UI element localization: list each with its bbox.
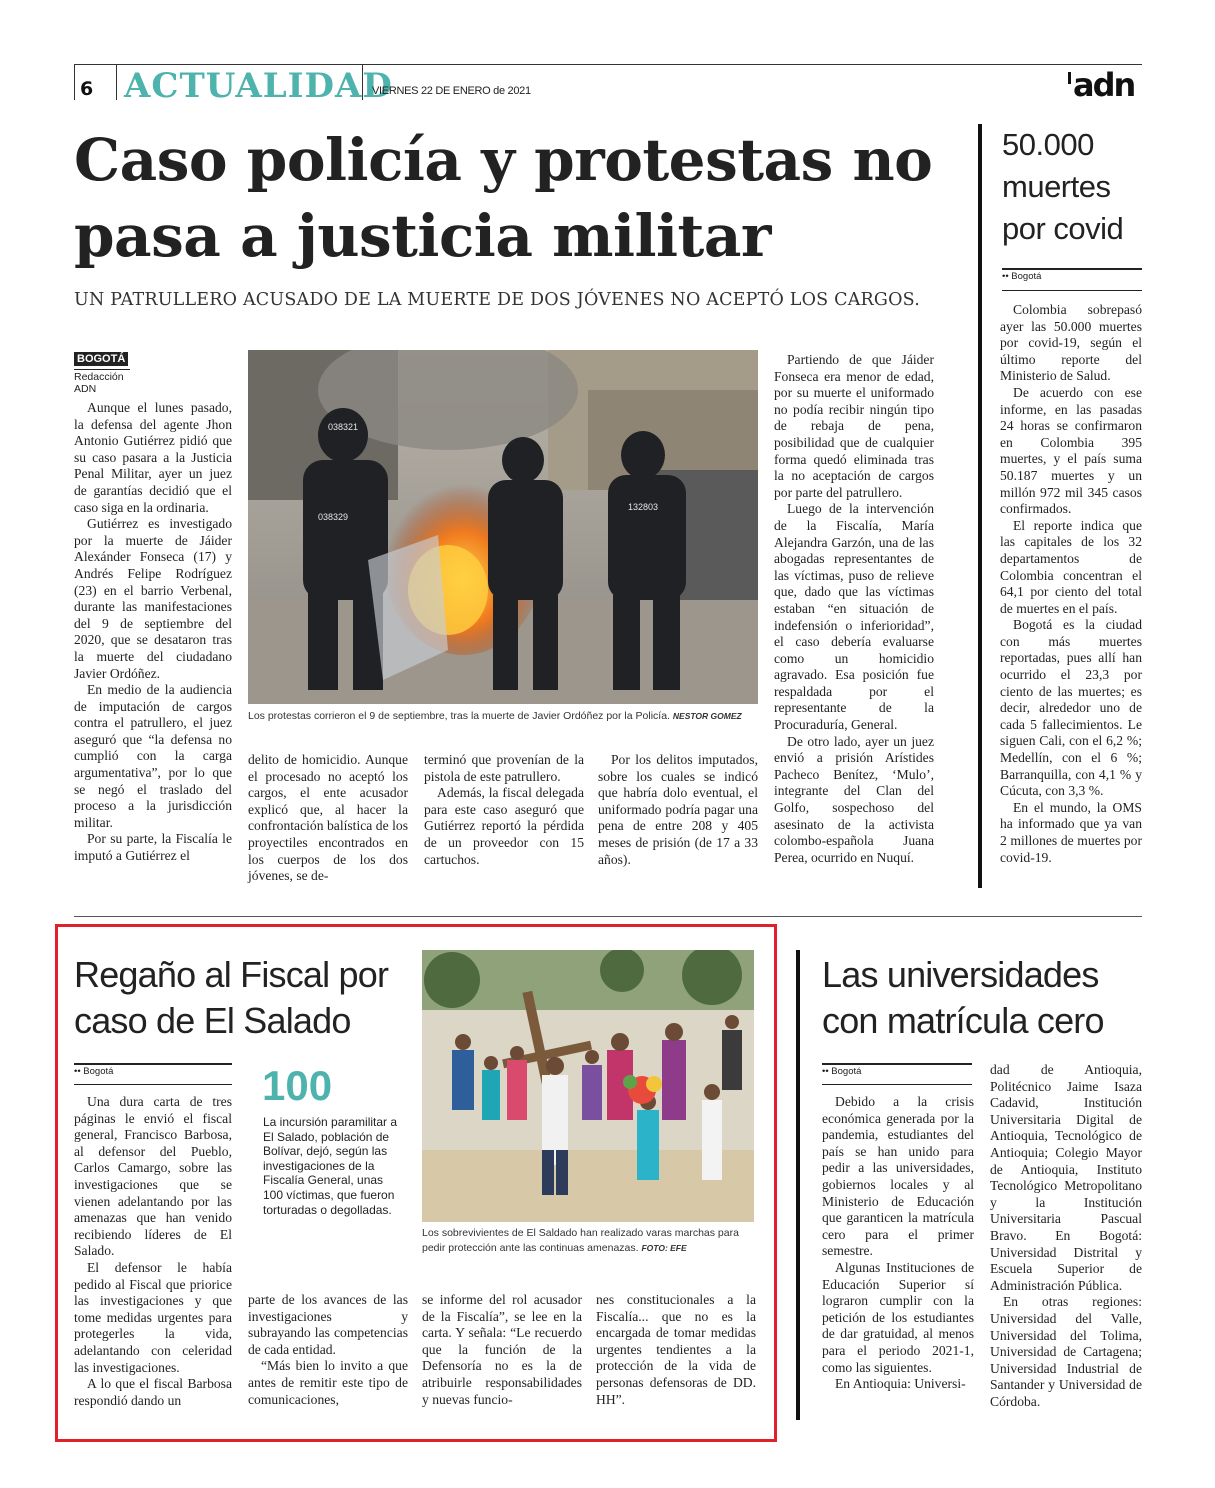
paragraph: Luego de la intervención de la Fiscalía, María Alejandra Garzón, una de las abogadas representantes de las víctimas, puso de relieve que, dado que las víctimas estaban “en situación de indefensión o inferioridad”, el caso debería evaluarse como un homicidio agravado. Esa posición fue respaldada por el representante de la Procuraduría, General. — [774, 501, 934, 733]
fiscal-column-3 — [422, 1292, 582, 1408]
caption-text: Los protestas corrieron el 9 de septiembre, tras la muerte de Javier Ordóñez por la Policía. — [248, 710, 670, 722]
paragraph: dad de Antioquia, Politécnico Jaime Isaza Cadavid, Institución Universitaria Digital de Antioquia, Tecnológico de Antioquia; Colegio Mayor de Antioquia, Instituto Tecnológico Metropolitano y la Institución Universitaria Pascual Bravo. En Bogotá: Universidad Distrital y Escuela Superior de Administración Pública. — [990, 1062, 1142, 1293]
location: Bogotá — [1011, 271, 1042, 282]
main-subheadline: UN PATRULLERO ACUSADO DE LA MUERTE DE DOS JÓVENES NO ACEPTÓ LOS CARGOS. — [74, 290, 920, 310]
paragraph: De acuerdo con ese informe, en las pasadas 24 horas se confirmaron en Colombia 395 muertes, y el país suma 50.187 muertes y un millón 972 mil 345 casos confirmados. — [1000, 384, 1142, 517]
paragraph: En Antioquia: Universi- — [835, 1376, 966, 1392]
paragraph: terminó que provenían de la pistola de este patrullero. — [424, 752, 584, 784]
byline: Redacción ADN — [74, 369, 130, 395]
paragraph: Debido a la crisis económica generada por la pandemia, estudiantes del país se han unido para pedir a las universidades, gobiernos locales y al Ministerio de Educación que garanticen la matrícula cero para el primer semestre. — [822, 1094, 974, 1259]
location: Bogotá — [83, 1066, 114, 1077]
header-divider — [116, 64, 117, 100]
paragraph: Colombia sobrepasó ayer las 50.000 muertes por covid-19, según el último reporte del Ministerio de Salud. — [1000, 302, 1142, 384]
sidebar-body — [1000, 302, 1142, 866]
adn-logo: adn — [1073, 66, 1135, 104]
main-column-2 — [248, 752, 408, 885]
header-divider — [74, 64, 75, 100]
logo-mark — [1068, 72, 1071, 84]
universidades-column-1 — [822, 1094, 974, 1393]
fiscal-location-tag: •• Bogotá — [74, 1063, 232, 1077]
paragraph: El reporte indica que las capitales de los 32 departamentos de Colombia concentran el 64,1 por ciento del total de muertes en el país. — [1000, 517, 1142, 616]
main-column-4 — [598, 752, 758, 868]
paragraph: se informe del rol acusador de la Fiscalía”, se lee en la carta. Y señala: “Le recuerdo que la función de la Defensoría no es la de atribuirle responsabilidades y nuevas funcio- — [422, 1292, 582, 1407]
el-salado-march-photo — [422, 950, 754, 1222]
universidades-location-tag: •• Bogotá — [822, 1063, 972, 1077]
sidebar-location-tag: •• Bogotá — [1002, 268, 1142, 282]
paragraph: En el mundo, la OMS ha informado que ya van 2 millones de muertes por covid-19. — [1000, 799, 1142, 865]
paragraph: “Más bien lo invito a que antes de remitir este tipo de comunicaciones, — [248, 1358, 408, 1407]
main-headline: Caso policía y protestas no pasa a justicia militar — [74, 126, 933, 270]
paragraph: nes constitucionales a la Fiscalía... que no es la encargada de tomar medidas urgentes tendientes a la protección de la vida de personas defensoras de DD. HH”. — [596, 1292, 756, 1407]
paragraph: En medio de la audiencia de imputación de cargos contra el patrullero, el juez aseguró que “la defensa no cumplió con la carga argumentativa”, por lo que se negó el traslado del proceso a la jurisdicción militar. — [74, 682, 232, 830]
universidades-column-2 — [990, 1062, 1142, 1410]
location: Bogotá — [831, 1066, 862, 1077]
main-column-1 — [74, 400, 232, 865]
paragraph: Por los delitos imputados, sobre los cuales se indicó que habría dolo eventual, el uniformado podría pagar una pena de entre 208 y 405 meses de prisión (de 17 a 33 años). — [598, 752, 758, 867]
fiscal-column-2 — [248, 1292, 408, 1408]
tag-rule — [1002, 290, 1142, 291]
tag-rule — [822, 1084, 972, 1085]
photo-credit: NESTOR GOMEZ — [672, 711, 742, 721]
caption-text: Los sobrevivientes de El Saldado han realizado varas marchas para pedir protección ante las continuas amenazas. — [422, 1227, 739, 1254]
fiscal-column-1 — [74, 1094, 232, 1409]
paragraph: Por su parte, la Fiscalía le imputó a Gutiérrez el — [74, 831, 232, 864]
photo-caption — [248, 710, 758, 722]
highlight-note: La incursión paramilitar a El Salado, población de Bolívar, dejó, según las investigaciones de la Fiscalía General, unas 100 víctimas, que fueron torturadas o degolladas. — [263, 1115, 398, 1217]
photo-credit: FOTO: EFE — [641, 1243, 687, 1253]
section-divider — [74, 916, 1142, 917]
universidades-headline: Las universidades con matrícula cero — [822, 954, 1104, 1041]
highlight-number: 100 — [262, 1062, 333, 1109]
riot-police-photo — [248, 350, 758, 704]
section-title: ACTUALIDAD — [124, 66, 393, 106]
paragraph: De otro lado, ayer un juez envió a prisión Arístides Pacheco Benítez, ‘Mulo’, integrante del Clan del Golfo, sospechoso del asesinato de la activista colombo-española Juana Perea, ocurrido en Nuquí. — [774, 733, 934, 865]
dateline: BOGOTÁ — [74, 352, 128, 366]
paragraph: parte de los avances de las investigaciones y subrayando las competencias de cada entidad. — [248, 1292, 408, 1357]
paragraph: Partiendo de que Jáider Fonseca era menor de edad, por su muerte el uniformado no podía recibir ningún tipo de rebaja de pena, posibilidad que de cualquier forma quedó eliminada tras la no aceptación de cargos por parte del patrullero. — [774, 352, 934, 500]
sidebar-headline: 50.000 muertes por covid — [1002, 127, 1124, 246]
photo-caption — [422, 1226, 754, 1256]
paragraph: delito de homicidio. Aunque el procesado no aceptó los cargos, el ente acusador explicó que, al hacer la confrontación balística de los proyectiles encontrados en los cuerpos de los dos jóvenes, se de- — [248, 752, 408, 884]
tag-rule — [74, 1084, 232, 1085]
paragraph: Algunas Instituciones de Educación Superior sí lograron cumplir con la petición de los estudiantes de dar gratuidad, al menos para el periodo 2021-1, como las siguientes. — [822, 1259, 974, 1375]
paragraph: Bogotá es la ciudad con más muertes reportadas, pues allí han ocurrido el 23,3 por ciento de las muertes; es decir, alrededor uno de cada 5 fallecimientos. Le siguen Cali, con el 6,2 %; Medellín, con el 6 %; Barranquilla, con 4,1 % y Cúcuta, con 3,3 %. — [1000, 617, 1142, 799]
main-column-3 — [424, 752, 584, 868]
svg-text:132803: 132803 — [628, 502, 659, 512]
paragraph: Gutiérrez es investigado por la muerte de Jáider Alexánder Fonseca (17) y Andrés Felipe Rodríguez (23) en el barrio Verbenal, durante las manifestaciones del 9 de septiembre del 2020, que se desataron tras la muerte del ciudadano Javier Ordóñez. — [74, 516, 232, 681]
fiscal-column-4 — [596, 1292, 756, 1408]
page-number: 6 — [80, 78, 94, 100]
sidebar-rule — [978, 124, 982, 888]
paragraph: A lo que el fiscal Barbosa respondió dando un — [74, 1376, 232, 1408]
story-rule — [796, 950, 800, 1420]
paragraph: En otras regiones: Universidad del Valle, Universidad del Tolima, Universidad de Cartagena; Universidad Industrial de Santander y Universidad de Córdoba. — [990, 1294, 1142, 1409]
fiscal-headline: Regaño al Fiscal por caso de El Salado — [74, 954, 389, 1041]
paragraph: Una dura carta de tres páginas le envió el fiscal general, Francisco Barbosa, al defensor del Pueblo, Carlos Camargo, sobre las investigaciones que se vienen adelantando por las amenazas que han venido recibiendo líderes de El Salado. — [74, 1094, 232, 1259]
svg-text:038329: 038329 — [318, 512, 349, 522]
header-rule — [74, 64, 1142, 65]
paragraph: Aunque el lunes pasado, la defensa del agente Jhon Antonio Gutiérrez pidió que su caso pasara a la Justicia Penal Militar, ayer un juez de garantías decidió que el caso siga en la ordinaria. — [74, 400, 232, 515]
paragraph: Además, la fiscal delegada para este caso aseguró que Gutiérrez reportó la pérdida de un proveedor con 15 cartuchos. — [424, 785, 584, 867]
paragraph: El defensor le había pedido al Fiscal que priorice las investigaciones y que tome medidas urgentes para protegerles la vida, adelantando con celeridad las investigaciones. — [74, 1259, 232, 1375]
issue-date: VIERNES 22 DE ENERO de 2021 — [372, 85, 531, 97]
main-column-5 — [774, 352, 934, 866]
svg-text:038321: 038321 — [328, 422, 359, 432]
